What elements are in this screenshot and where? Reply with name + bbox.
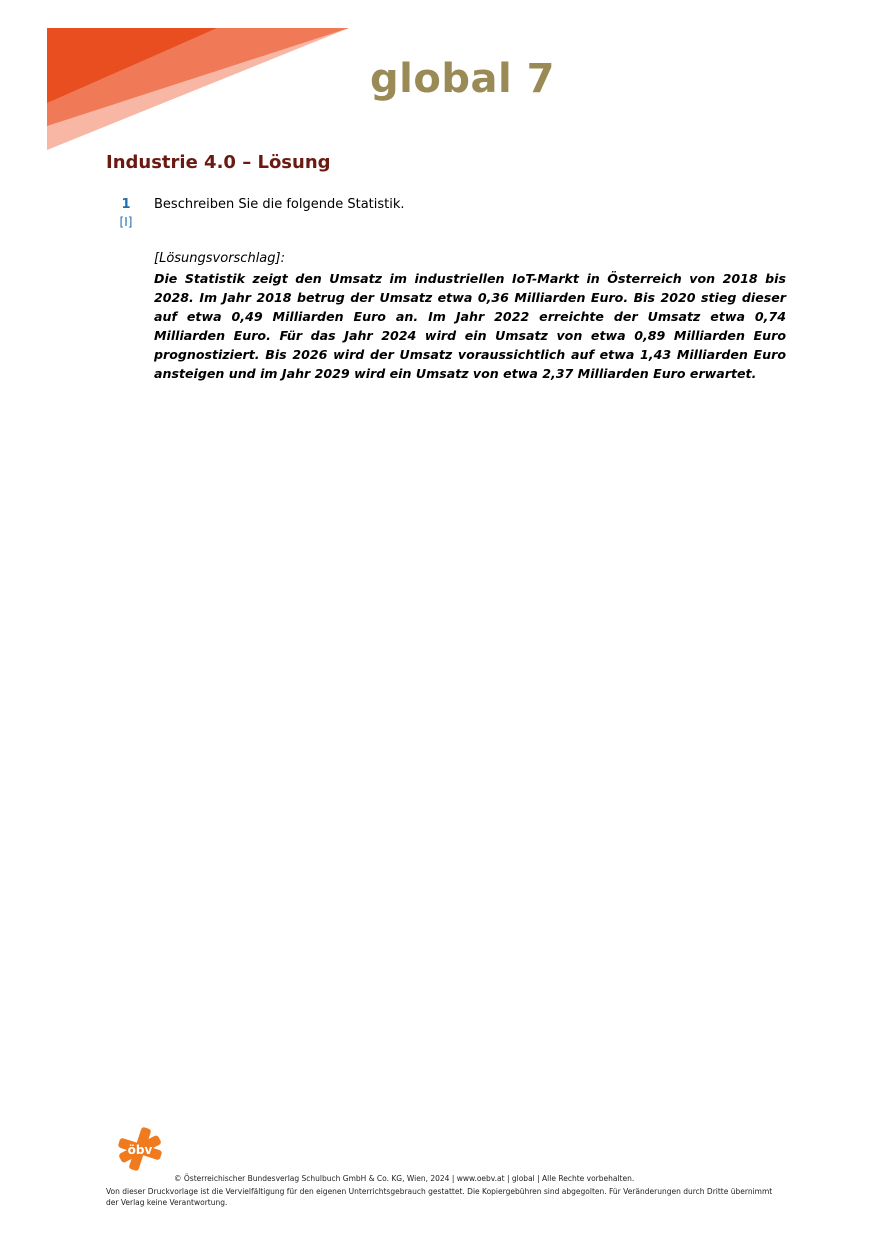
solution-text: Die Statistik zeigt den Umsatz im industriellen IoT-Markt in Österreich von 2018 bis 2028. Im Jahr 2018 betrug der Umsatz etwa 0,36 Milliarden Euro. Bis 2020 stieg dieser auf etwa 0,49 Milliarden Euro an. Im Jahr 2022 erreichte der Umsatz etwa 0,74 Milliarden Euro. Für das Jahr 2024 wird ein Umsatz von etwa 0,89 Milliarden Euro prognostiziert. Bis 2026 wird der Umsatz voraussichtlich auf etwa 1,43 Milliarden Euro ansteigen und im Jahr 2029 wird ein Umsatz von etwa 2,37 Milliarden Euro erwartet. [154,271,786,381]
task-prompt: Beschreiben Sie die folgende Statistik. [154,197,405,212]
footer-note: Von dieser Druckvorlage ist die Vervielfältigung für den eigenen Unterrichtsgebrauch gestattet. Die Kopiergebühren sind abgegolten. Für Veränderungen durch Dritte übernimmt der Verlag keine Verantwortung. [106,1187,773,1207]
header-decoration [47,28,349,150]
oebv-logo-icon [118,1127,162,1171]
task-level-badge: [I] [119,215,133,229]
footer-copyright: © Österreichischer Bundesverlag Schulbuch GmbH & Co. KG, Wien, 2024 | www.oebv.at | global | Alle Rechte vorbehalten. [174,1174,635,1183]
brand-title: global 7 [370,56,555,102]
page-title: Industrie 4.0 – Lösung [106,152,331,173]
logo-text: öbv [127,1143,153,1157]
task-number: 1 [121,197,131,212]
solution-label: [Lösungsvorschlag]: [154,251,285,266]
